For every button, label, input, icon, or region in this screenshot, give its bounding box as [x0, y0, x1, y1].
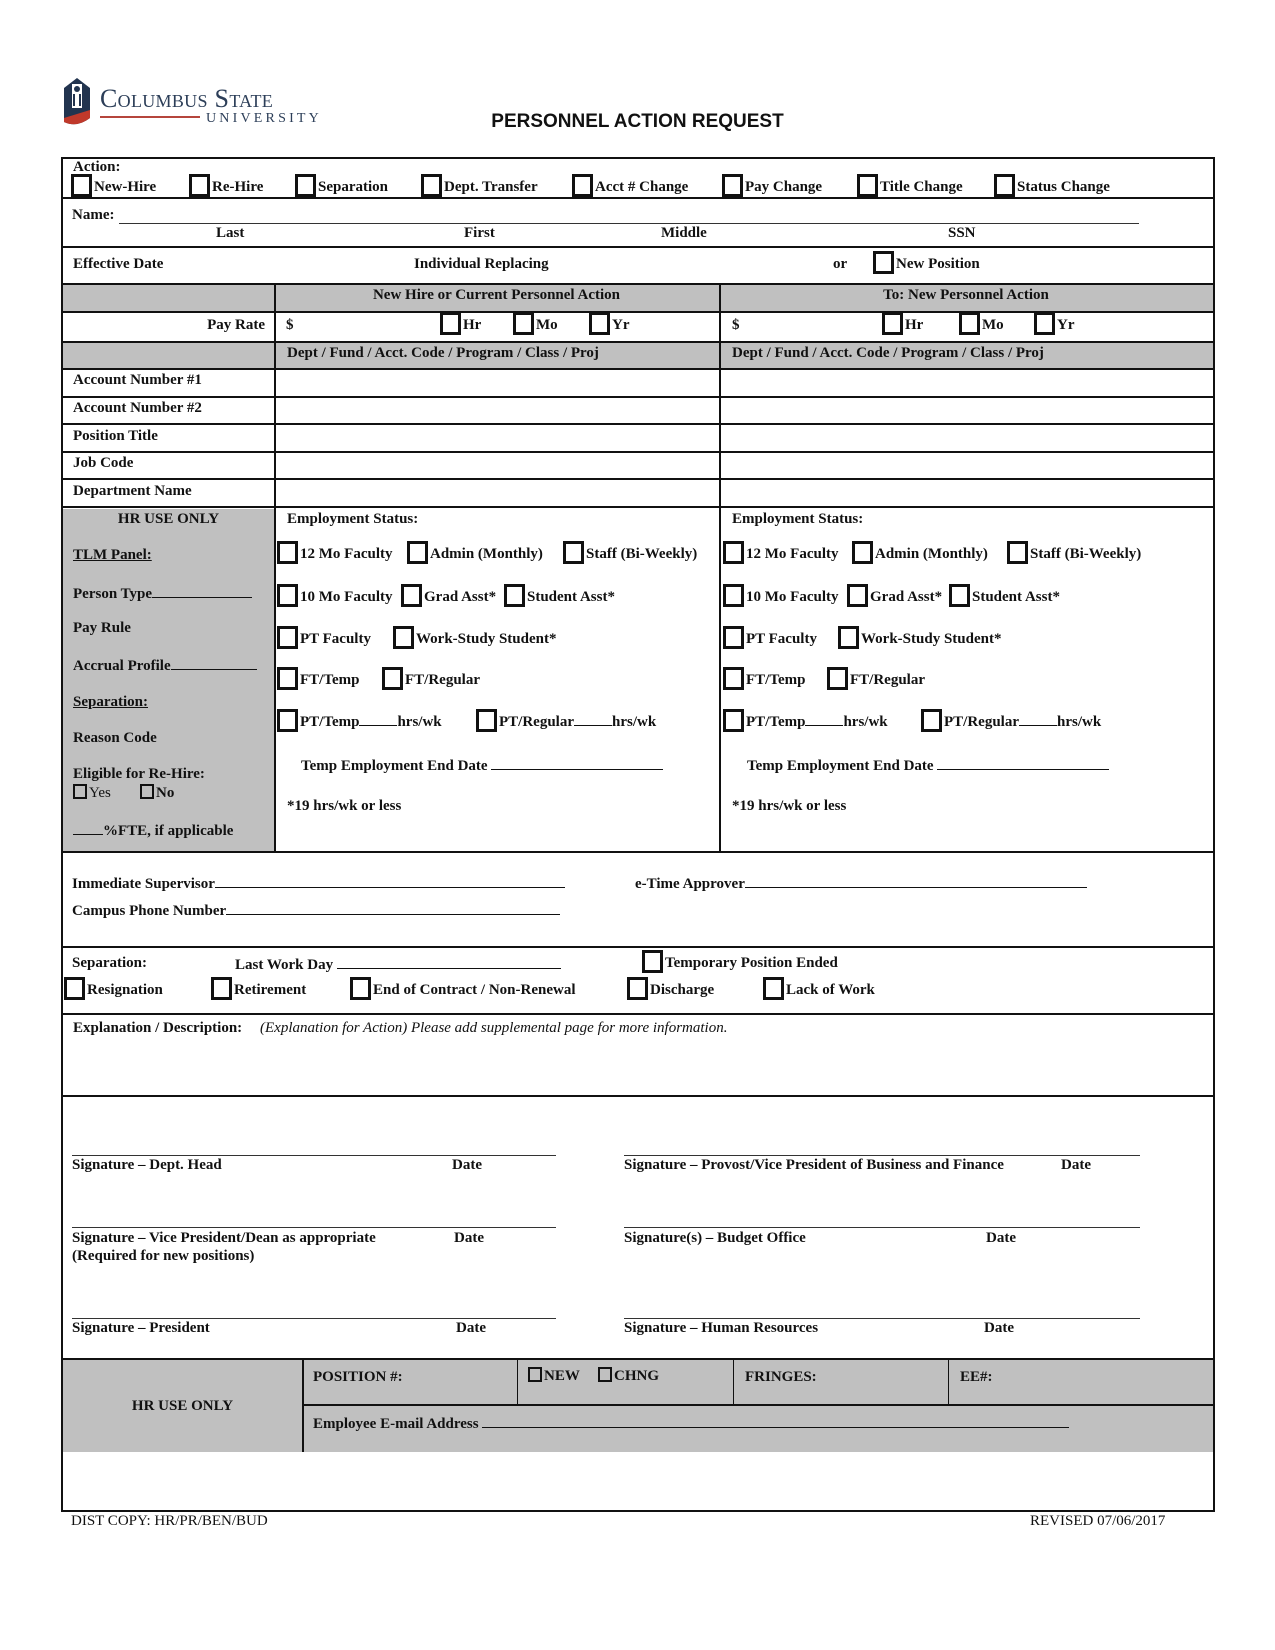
option-label: Hr — [905, 317, 924, 333]
checkbox[interactable] — [572, 174, 593, 197]
checkbox[interactable] — [140, 784, 154, 799]
checkbox[interactable] — [528, 1367, 542, 1382]
checkbox[interactable] — [723, 541, 744, 564]
new-pt-regular[interactable] — [921, 709, 1101, 732]
checkbox[interactable] — [277, 667, 298, 690]
sig-dept-head-label: Signature – Dept. Head — [72, 1157, 222, 1173]
cur-pt-temp[interactable] — [277, 709, 442, 732]
checkbox[interactable] — [421, 174, 442, 197]
pay-unit-hr[interactable] — [440, 312, 481, 335]
pay-rate-current-currency: $ — [286, 317, 294, 333]
option-label: Dept. Transfer — [444, 179, 538, 195]
checkbox[interactable] — [627, 977, 648, 1000]
emp-status-current-label: Employment Status: — [287, 511, 419, 527]
new-position-option[interactable] — [873, 251, 980, 274]
reason-code-label: Reason Code — [73, 730, 157, 746]
new-ft-regular[interactable] — [827, 667, 925, 690]
action-separation[interactable] — [295, 174, 388, 197]
divider — [63, 1095, 1213, 1097]
checkbox[interactable] — [921, 709, 942, 732]
divider — [63, 478, 1213, 480]
hrs-wk-label: hrs/wk — [843, 714, 888, 730]
row-job-code: Job Code — [73, 455, 134, 471]
checkbox[interactable] — [211, 977, 232, 1000]
checkbox[interactable] — [401, 584, 422, 607]
divider — [63, 1013, 1213, 1015]
divider — [63, 851, 1213, 853]
campus-phone-label: Campus Phone Number — [72, 903, 227, 919]
checkbox[interactable] — [589, 312, 610, 335]
option-label: Yr — [612, 317, 630, 333]
option-label: Admin (Monthly) — [430, 546, 543, 562]
new-12mo-faculty[interactable] — [723, 541, 838, 564]
checkbox[interactable] — [857, 174, 878, 197]
checkbox[interactable] — [882, 312, 903, 335]
name-middle-label: Middle — [661, 225, 707, 241]
option-label: Lack of Work — [786, 982, 875, 998]
column-header-current: New Hire or Current Personnel Action — [372, 287, 621, 303]
option-label: PT Faculty — [300, 631, 371, 647]
cur-admin-monthly[interactable] — [407, 541, 543, 564]
hrs-wk-label: hrs/wk — [612, 714, 657, 730]
checkbox[interactable] — [873, 251, 894, 274]
divider — [63, 1358, 1213, 1360]
row-account-1: Account Number #1 — [73, 372, 202, 388]
new-pt-temp[interactable] — [723, 709, 888, 732]
action-new-hire[interactable] — [71, 174, 156, 197]
checkbox[interactable] — [1007, 541, 1028, 564]
cur-10mo-faculty[interactable] — [277, 584, 392, 607]
divider — [63, 946, 1213, 948]
immediate-supervisor-field[interactable] — [72, 874, 565, 893]
checkbox[interactable] — [504, 584, 525, 607]
fte-field[interactable] — [73, 821, 233, 840]
cur-work-study[interactable] — [393, 626, 556, 649]
option-label: Discharge — [650, 982, 715, 998]
option-label: Mo — [536, 317, 558, 333]
checkbox[interactable] — [382, 667, 403, 690]
sep-lack-of-work[interactable] — [763, 977, 875, 1000]
col-divider — [302, 1358, 304, 1452]
sig-budget-date: Date — [986, 1230, 1016, 1246]
option-label: Temporary Position Ended — [665, 955, 838, 971]
option-label: Student Asst* — [527, 589, 615, 605]
row-department-name: Department Name — [73, 483, 192, 499]
new-pay-unit-yr[interactable] — [1034, 312, 1075, 335]
account-header-current: Dept / Fund / Acct. Code / Program / Class / Proj — [287, 345, 599, 361]
hr-footer-title: HR USE ONLY — [131, 1398, 234, 1414]
new-pay-unit-mo[interactable] — [959, 312, 1004, 335]
person-type-label: Person Type — [73, 586, 153, 602]
checkbox[interactable] — [189, 174, 210, 197]
checkbox[interactable] — [350, 977, 371, 1000]
option-label: Staff (Bi-Weekly) — [1030, 546, 1142, 562]
sep-resignation[interactable] — [64, 977, 163, 1000]
last-work-day-label: Last Work Day — [235, 957, 334, 973]
option-label: NEW — [544, 1368, 580, 1384]
effective-date-label: Effective Date — [73, 256, 164, 272]
cur-student-asst[interactable] — [504, 584, 615, 607]
option-label: 10 Mo Faculty — [746, 589, 839, 605]
divider — [63, 368, 1213, 370]
position-number-label: POSITION #: — [313, 1369, 403, 1385]
etime-approver-field[interactable] — [635, 874, 1087, 893]
name-ssn-label: SSN — [948, 225, 976, 241]
employee-email-field[interactable] — [313, 1414, 1069, 1433]
checkbox[interactable] — [827, 667, 848, 690]
checkbox[interactable] — [476, 709, 497, 732]
checkbox[interactable] — [723, 709, 744, 732]
hr-separation-label: Separation: — [73, 694, 148, 710]
checkbox[interactable] — [407, 541, 428, 564]
emp-status-new-label: Employment Status: — [732, 511, 864, 527]
option-label: New Position — [896, 256, 980, 272]
checkbox[interactable] — [838, 626, 859, 649]
divider — [302, 1404, 1213, 1406]
last-work-day-field[interactable] — [235, 955, 561, 974]
action-label: Action: — [73, 159, 121, 175]
checkbox[interactable] — [64, 977, 85, 1000]
pay-rate-new-currency: $ — [732, 317, 740, 333]
sig-line-provost[interactable] — [624, 1155, 1140, 1156]
cur-pt-faculty[interactable] — [277, 626, 371, 649]
option-label: Pay Change — [745, 179, 823, 195]
action-pay-change[interactable] — [722, 174, 822, 197]
tlm-panel-label: TLM Panel: — [73, 547, 152, 563]
divider — [63, 341, 1213, 343]
eligible-yes[interactable] — [73, 784, 111, 802]
sig-provost-date: Date — [1061, 1157, 1091, 1173]
new-work-study[interactable] — [838, 626, 1001, 649]
option-label: Grad Asst* — [870, 589, 943, 605]
individual-replacing-label: Individual Replacing — [414, 256, 549, 272]
new-note: *19 hrs/wk or less — [732, 798, 847, 814]
checkbox[interactable] — [277, 584, 298, 607]
fringes-label: FRINGES: — [745, 1369, 817, 1385]
option-label: CHNG — [614, 1368, 659, 1384]
new-temp-end-date[interactable] — [747, 756, 1109, 775]
pay-rate-label: Pay Rate — [207, 317, 265, 333]
action-title-change[interactable] — [857, 174, 963, 197]
temp-end-label: Temp Employment End Date — [301, 758, 488, 774]
option-label: Work-Study Student* — [861, 631, 1002, 647]
action-dept-transfer[interactable] — [421, 174, 538, 197]
checkbox[interactable] — [723, 667, 744, 690]
sig-line-president[interactable] — [72, 1318, 556, 1319]
option-label: FT/Temp — [300, 672, 360, 688]
explanation-textarea[interactable] — [67, 1039, 1209, 1093]
option-label: Yes — [89, 785, 111, 801]
checkbox[interactable] — [71, 174, 92, 197]
eligible-no[interactable] — [140, 784, 174, 802]
new-grad-asst[interactable] — [847, 584, 942, 607]
new-pay-unit-hr[interactable] — [882, 312, 923, 335]
new-ft-temp[interactable] — [723, 667, 805, 690]
option-label: PT/Regular — [499, 714, 574, 730]
new-admin-monthly[interactable] — [852, 541, 988, 564]
option-label: Yr — [1057, 317, 1075, 333]
option-label: Resignation — [87, 982, 163, 998]
employee-email-label: Employee E-mail Address — [313, 1416, 479, 1432]
row-position-title: Position Title — [73, 428, 158, 444]
sig-line-dept-head[interactable] — [72, 1155, 556, 1156]
col-divider — [948, 1358, 949, 1404]
option-label: PT/Temp — [746, 714, 806, 730]
checkbox[interactable] — [513, 312, 534, 335]
divider — [63, 197, 1213, 199]
row-account-2: Account Number #2 — [73, 400, 202, 416]
sig-provost-label: Signature – Provost/Vice President of Business and Finance — [624, 1157, 1004, 1173]
pay-unit-yr[interactable] — [589, 312, 630, 335]
sig-vp-dean-label: Signature – Vice President/Dean as appropriate — [72, 1230, 376, 1246]
personnel-action-form — [61, 157, 1215, 1512]
sig-line-vp-dean[interactable] — [72, 1227, 556, 1228]
checkbox[interactable] — [277, 626, 298, 649]
checkbox[interactable] — [1034, 312, 1055, 335]
checkbox[interactable] — [852, 541, 873, 564]
pay-rule-label: Pay Rule — [73, 620, 131, 636]
option-label: New-Hire — [94, 179, 157, 195]
option-label: No — [156, 785, 175, 801]
checkbox[interactable] — [563, 541, 584, 564]
temporary-position-ended-option[interactable] — [642, 950, 838, 973]
divider — [63, 451, 1213, 453]
cur-12mo-faculty[interactable] — [277, 541, 392, 564]
explanation-label: Explanation / Description: — [73, 1020, 243, 1036]
divider — [63, 246, 1213, 248]
pay-unit-mo[interactable] — [513, 312, 558, 335]
checkbox[interactable] — [949, 584, 970, 607]
sep-discharge[interactable] — [627, 977, 714, 1000]
checkbox[interactable] — [723, 626, 744, 649]
cur-pt-regular[interactable] — [476, 709, 656, 732]
option-label: FT/Regular — [405, 672, 480, 688]
sig-president-label: Signature – President — [72, 1320, 210, 1336]
cur-staff-biweekly[interactable] — [563, 541, 697, 564]
col-divider — [733, 1358, 734, 1404]
option-label: End of Contract / Non-Renewal — [373, 982, 576, 998]
divider — [63, 506, 1213, 508]
hrs-wk-label: hrs/wk — [1057, 714, 1102, 730]
eligible-rehire-label: Eligible for Re-Hire: — [73, 766, 205, 782]
person-type-field[interactable] — [73, 584, 252, 603]
action-acct-change[interactable] — [572, 174, 688, 197]
divider — [63, 396, 1213, 398]
checkbox[interactable] — [847, 584, 868, 607]
checkbox[interactable] — [393, 626, 414, 649]
checkbox[interactable] — [277, 541, 298, 564]
temp-end-label: Temp Employment End Date — [747, 758, 934, 774]
sig-line-hr[interactable] — [624, 1318, 1140, 1319]
explanation-hint: (Explanation for Action) Please add supplemental page for more information. — [260, 1020, 728, 1036]
option-label: Mo — [982, 317, 1004, 333]
or-label: or — [833, 256, 848, 272]
hrs-wk-label: hrs/wk — [397, 714, 442, 730]
cur-ft-temp[interactable] — [277, 667, 359, 690]
checkbox[interactable] — [295, 174, 316, 197]
option-label: Admin (Monthly) — [875, 546, 988, 562]
checkbox[interactable] — [722, 174, 743, 197]
option-label: Grad Asst* — [424, 589, 497, 605]
sep-retirement[interactable] — [211, 977, 306, 1000]
new-student-asst[interactable] — [949, 584, 1060, 607]
logo-name: Columbus State — [100, 84, 274, 113]
cur-temp-end-date[interactable] — [301, 756, 663, 775]
campus-phone-field[interactable] — [72, 901, 560, 920]
sig-line-budget[interactable] — [624, 1227, 1140, 1228]
option-label: Student Asst* — [972, 589, 1060, 605]
name-last-label: Last — [216, 225, 245, 241]
col-divider — [719, 283, 721, 853]
separation-label: Separation: — [72, 955, 147, 971]
divider — [63, 283, 1213, 285]
checkbox[interactable] — [277, 709, 298, 732]
dist-copy: DIST COPY: HR/PR/BEN/BUD — [71, 1513, 268, 1529]
checkbox[interactable] — [959, 312, 980, 335]
fte-label: %FTE, if applicable — [103, 823, 234, 839]
immediate-supervisor-label: Immediate Supervisor — [72, 876, 215, 892]
option-label: Title Change — [880, 179, 963, 195]
sig-president-date: Date — [456, 1320, 486, 1336]
option-label: Acct # Change — [595, 179, 689, 195]
ee-number-label: EE#: — [960, 1369, 993, 1385]
accrual-profile-field[interactable] — [73, 656, 257, 675]
option-label: Separation — [318, 179, 389, 195]
new-staff-biweekly[interactable] — [1007, 541, 1141, 564]
sig-dept-head-date: Date — [452, 1157, 482, 1173]
sig-vp-dean-note: (Required for new positions) — [72, 1248, 255, 1264]
cur-grad-asst[interactable] — [401, 584, 496, 607]
position-new-option[interactable] — [528, 1367, 580, 1385]
column-header-new: To: New Personnel Action — [883, 287, 1049, 303]
checkbox[interactable] — [994, 174, 1015, 197]
option-label: Work-Study Student* — [416, 631, 557, 647]
name-field[interactable] — [119, 223, 1139, 224]
new-pt-faculty[interactable] — [723, 626, 817, 649]
accrual-profile-label: Accrual Profile — [73, 658, 171, 674]
action-status-change[interactable] — [994, 174, 1110, 197]
checkbox[interactable] — [598, 1367, 612, 1382]
account-header-left — [63, 343, 276, 370]
divider — [63, 423, 1213, 425]
checkbox[interactable] — [440, 312, 461, 335]
option-label: 12 Mo Faculty — [300, 546, 393, 562]
position-chng-option[interactable] — [598, 1367, 659, 1385]
option-label: FT/Temp — [746, 672, 806, 688]
sig-hr-label: Signature – Human Resources — [624, 1320, 819, 1336]
option-label: PT Faculty — [746, 631, 817, 647]
cur-ft-regular[interactable] — [382, 667, 480, 690]
col-divider — [517, 1358, 518, 1404]
option-label: 12 Mo Faculty — [746, 546, 839, 562]
option-label: PT/Temp — [300, 714, 360, 730]
option-label: Staff (Bi-Weekly) — [586, 546, 698, 562]
new-10mo-faculty[interactable] — [723, 584, 838, 607]
account-header-new: Dept / Fund / Acct. Code / Program / Class / Proj — [732, 345, 1044, 361]
action-re-hire[interactable] — [189, 174, 263, 197]
option-label: Hr — [463, 317, 482, 333]
option-label: Retirement — [234, 982, 307, 998]
page-title: PERSONNEL ACTION REQUEST — [491, 111, 784, 132]
hr-panel-title: HR USE ONLY — [117, 511, 220, 527]
sig-hr-date: Date — [984, 1320, 1014, 1336]
cur-note: *19 hrs/wk or less — [287, 798, 402, 814]
option-label: Re-Hire — [212, 179, 264, 195]
option-label: 10 Mo Faculty — [300, 589, 393, 605]
name-first-label: First — [464, 225, 495, 241]
option-label: FT/Regular — [850, 672, 925, 688]
etime-approver-label: e-Time Approver — [635, 876, 745, 892]
checkbox[interactable] — [723, 584, 744, 607]
option-label: PT/Regular — [944, 714, 1019, 730]
logo-subtitle: UNIVERSITY — [206, 111, 322, 126]
checkbox[interactable] — [763, 977, 784, 1000]
sep-end-of-contract[interactable] — [350, 977, 576, 1000]
revised-date: REVISED 07/06/2017 — [1030, 1513, 1166, 1529]
sig-vp-dean-date: Date — [454, 1230, 484, 1246]
checkbox[interactable] — [642, 950, 663, 973]
sig-budget-label: Signature(s) – Budget Office — [624, 1230, 806, 1246]
option-label: Status Change — [1017, 179, 1110, 195]
checkbox[interactable] — [73, 784, 87, 799]
col-divider — [274, 283, 276, 853]
name-label: Name: — [72, 207, 115, 223]
